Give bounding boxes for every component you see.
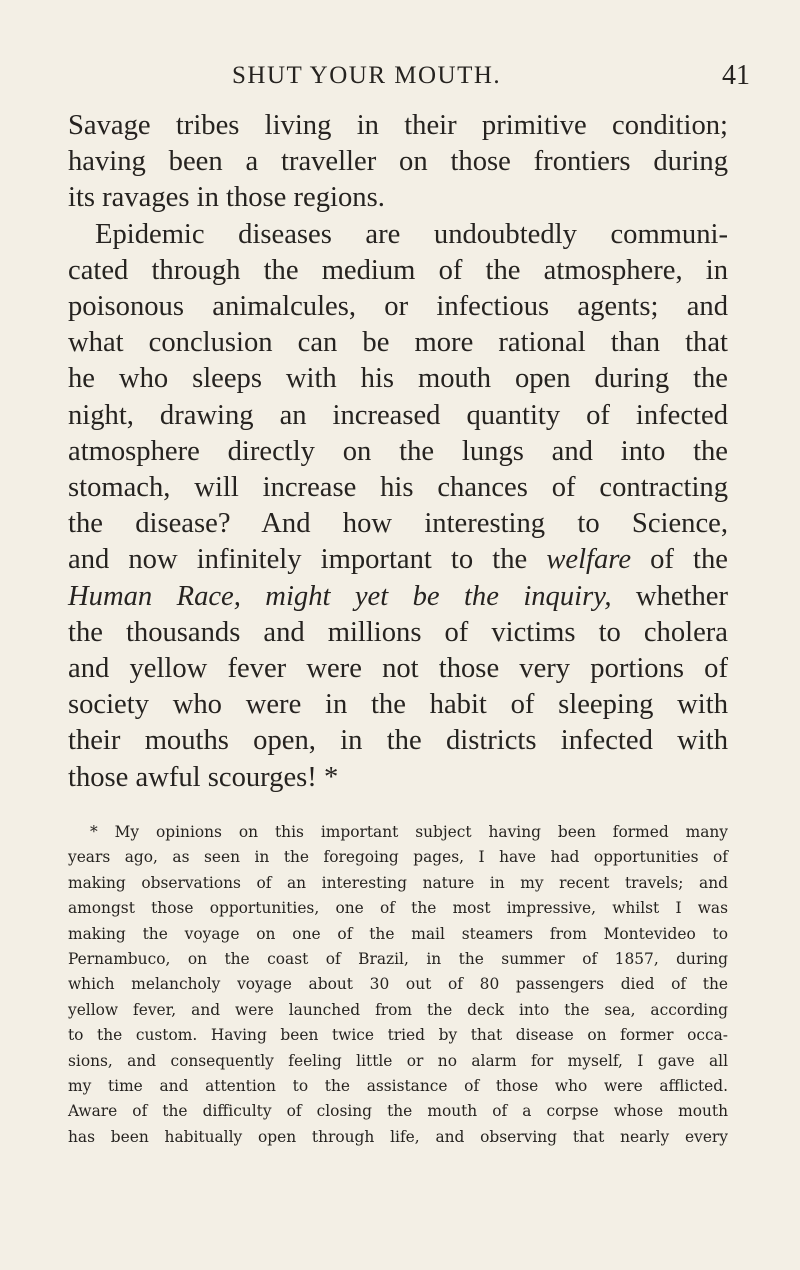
text-line: atmosphere directly on the lungs and into the <box>68 435 728 467</box>
footnote-line: which melancholy voyage about 30 out of 80 passengers died of the <box>68 975 728 994</box>
text-line: poisonous animalcules, or infectious agents; and <box>68 291 728 323</box>
text-line-mixed <box>68 579 728 615</box>
text-line: and yellow fever were not those very portions of <box>68 653 728 685</box>
footnote-line: yellow fever, and were launched from the deck into the sea, according <box>68 1000 728 1019</box>
footnote-line: making the voyage on one of the mail steamers from Montevideo to <box>68 924 728 943</box>
footnote-line: making observations of an interesting nature in my recent travels; and <box>68 873 728 892</box>
footnote <box>68 820 728 1150</box>
footnote-line: Aware of the difficulty of closing the mouth of a corpse whose mouth <box>68 1102 728 1121</box>
text-line: Epidemic diseases are undoubtedly communi- <box>95 218 728 250</box>
text-line: the thousands and millions of victims to cholera <box>68 616 728 648</box>
text-line: their mouths open, in the districts infected with <box>68 725 728 757</box>
text-line: cated through the medium of the atmosphere, in <box>68 254 728 286</box>
text-line: Savage tribes living in their primitive condition; <box>68 110 728 141</box>
text-line: the disease? And how interesting to Science, <box>68 508 728 540</box>
text-line: night, drawing an increased quantity of infected <box>68 399 728 431</box>
text-line: what conclusion can be more rational than that <box>68 327 728 359</box>
footnote-line: my time and attention to the assistance of those who were afflicted. <box>68 1077 728 1096</box>
page-number: 41 <box>722 60 750 91</box>
text-segment: of the <box>631 544 728 576</box>
text-segment: and now infinitely important to the <box>68 544 547 576</box>
italic-segment: welfare <box>546 544 632 576</box>
text-segment: whether <box>611 580 729 612</box>
italic-segment: Human Race, might yet be the inquiry, <box>68 580 612 612</box>
text-line: he who sleeps with his mouth open during the <box>68 363 728 395</box>
text-line: its ravages in those regions. <box>68 182 385 214</box>
footnote-line: Pernambuco, on the coast of Brazil, in the summer of 1857, during <box>68 950 728 969</box>
footnote-line: to the custom. Having been twice tried by that disease on former occa- <box>68 1026 728 1045</box>
text-line: society who were in the habit of sleeping with <box>68 689 728 721</box>
text-line: having been a traveller on those frontiers during <box>68 146 728 178</box>
footnote-line: sions, and consequently feeling little or no alarm for myself, I gave all <box>68 1051 728 1070</box>
running-head: SHUT YOUR MOUTH. <box>232 62 502 89</box>
text-line: stomach, will increase his chances of contracting <box>68 472 728 504</box>
text-line-mixed <box>68 542 728 578</box>
footnote-line: amongst those opportunities, one of the most impressive, whilst I was <box>68 899 728 918</box>
footnote-line: * My opinions on this important subject having been formed many <box>90 823 728 841</box>
footnote-line: has been habitually open through life, and observing that nearly every <box>68 1127 728 1146</box>
text-line: those awful scourges! * <box>68 761 339 793</box>
page-header <box>0 58 800 98</box>
footnote-line: years ago, as seen in the foregoing pages, I have had opportunities of <box>68 848 728 867</box>
main-text <box>68 108 728 796</box>
